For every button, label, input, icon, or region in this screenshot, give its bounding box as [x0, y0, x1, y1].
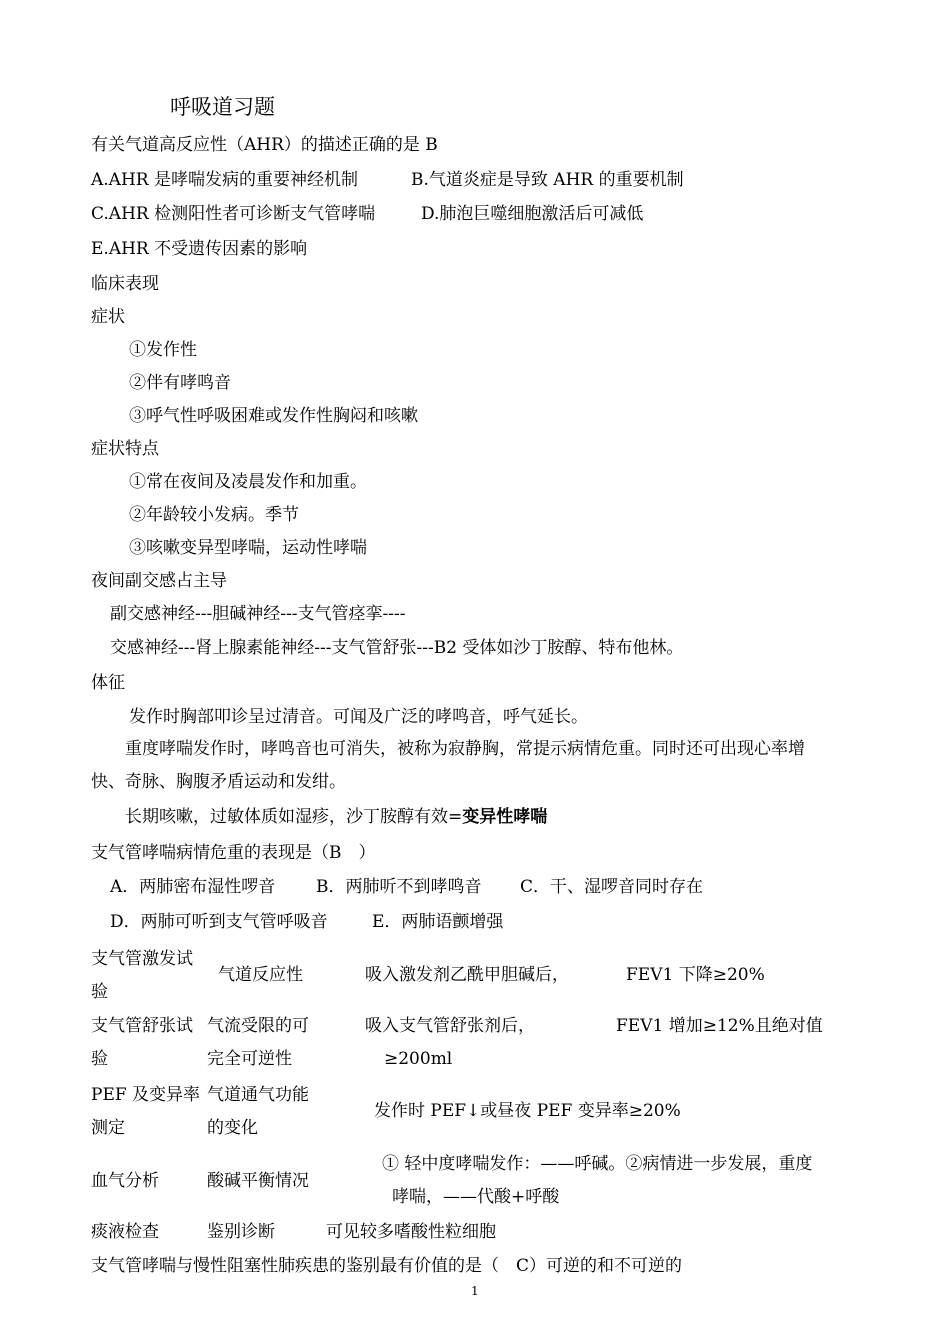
- signs-line-text: 长期咳嗽，过敏体质如湿疹，沙丁胺醇有效=: [125, 807, 463, 827]
- table-cell: 完全可逆性: [207, 1049, 292, 1069]
- symptoms-heading: 症状: [91, 307, 125, 327]
- table-cell: 的变化: [207, 1118, 258, 1138]
- symptom-item: ①发作性: [129, 340, 197, 360]
- night-line: 副交感神经---胆碱神经---支气管痉挛----: [110, 604, 406, 624]
- q1-option-a: A.AHR 是哮喘发病的重要神经机制: [91, 170, 358, 190]
- table-cell: PEF 及变异率: [91, 1085, 201, 1105]
- table-cell: 鉴别诊断: [207, 1222, 275, 1242]
- table-cell: 吸入激发剂乙酰甲胆碱后，: [365, 965, 569, 985]
- symptom-item: ③呼气性呼吸困难或发作性胸闷和咳嗽: [129, 406, 418, 426]
- signs-line: 发作时胸部叩诊呈过清音。可闻及广泛的哮鸣音，呼气延长。: [129, 707, 588, 727]
- q3-line: 支气管哮喘与慢性阻塞性肺疾患的鉴别最有价值的是（ C）可逆的和不可逆的: [91, 1256, 683, 1276]
- signs-line: 快、奇脉、胸腹矛盾运动和发绀。: [91, 772, 346, 792]
- q2-option-c: C．干、湿啰音同时存在: [520, 877, 704, 897]
- q2-option-a: A．两肺密布湿性啰音: [110, 877, 276, 897]
- q2-option-b: B．两肺听不到哮鸣音: [316, 877, 482, 897]
- table-cell: FEV1 增加≥12%且绝对值: [616, 1016, 823, 1036]
- table-cell: FEV1 下降≥20%: [626, 965, 765, 985]
- table-cell: 验: [91, 982, 108, 1002]
- table-cell: 酸碱平衡情况: [207, 1171, 309, 1191]
- table-cell: 痰液检查: [91, 1222, 159, 1242]
- table-cell: ① 轻中度哮喘发作：——呼碱。②病情进一步发展，重度: [382, 1154, 813, 1174]
- feature-item: ①常在夜间及凌晨发作和加重。: [129, 472, 367, 492]
- q1-option-c: C.AHR 检测阳性者可诊断支气管哮喘: [91, 204, 376, 224]
- night-line: 交感神经---肾上腺素能神经---支气管舒张---B2 受体如沙丁胺醇、特布他林。: [110, 638, 684, 658]
- page-title: 呼吸道习题: [170, 95, 275, 119]
- q2-stem: 支气管哮喘病情危重的表现是（B ）: [91, 843, 376, 863]
- table-cell: 哮喘，——代酸+呼酸: [392, 1187, 560, 1207]
- signs-heading: 体征: [91, 673, 125, 693]
- features-heading: 症状特点: [91, 439, 159, 459]
- table-cell: 气道通气功能: [207, 1085, 309, 1105]
- table-cell: ≥200ml: [384, 1049, 453, 1069]
- table-cell: 气道反应性: [218, 965, 303, 985]
- table-cell: 血气分析: [91, 1171, 159, 1191]
- q1-stem: 有关气道高反应性（AHR）的描述正确的是 B: [91, 135, 438, 155]
- page-number: 1: [471, 1284, 479, 1298]
- q1-option-e: E.AHR 不受遗传因素的影响: [91, 239, 308, 259]
- table-cell: 测定: [91, 1118, 125, 1138]
- symptom-item: ②伴有哮鸣音: [129, 373, 231, 393]
- night-heading: 夜间副交感占主导: [91, 571, 227, 591]
- table-cell: 吸入支气管舒张剂后，: [365, 1016, 535, 1036]
- table-cell: 支气管舒张试: [91, 1016, 193, 1036]
- table-cell: 气流受限的可: [207, 1016, 309, 1036]
- table-cell: 支气管激发试: [91, 949, 193, 969]
- feature-item: ②年龄较小发病。季节: [129, 505, 299, 525]
- feature-item: ③咳嗽变异型哮喘，运动性哮喘: [129, 538, 367, 558]
- signs-line: 重度哮喘发作时，哮鸣音也可消失，被称为寂静胸，常提示病情危重。同时还可出现心率增: [125, 739, 805, 759]
- q1-option-b: B.气道炎症是导致 AHR 的重要机制: [411, 170, 684, 190]
- q1-option-d: D.肺泡巨噬细胞激活后可减低: [421, 204, 644, 224]
- signs-line: [125, 806, 547, 828]
- table-cell: 验: [91, 1049, 108, 1069]
- highlight-term: 变异性哮喘: [462, 807, 548, 827]
- clinical-heading: 临床表现: [91, 274, 159, 294]
- q2-option-e: E．两肺语颤增强: [372, 912, 504, 932]
- q2-option-d: D．两肺可听到支气管呼吸音: [110, 912, 328, 932]
- table-cell: 可见较多嗜酸性粒细胞: [326, 1222, 496, 1242]
- table-cell: 发作时 PEF↓或昼夜 PEF 变异率≥20%: [374, 1101, 681, 1121]
